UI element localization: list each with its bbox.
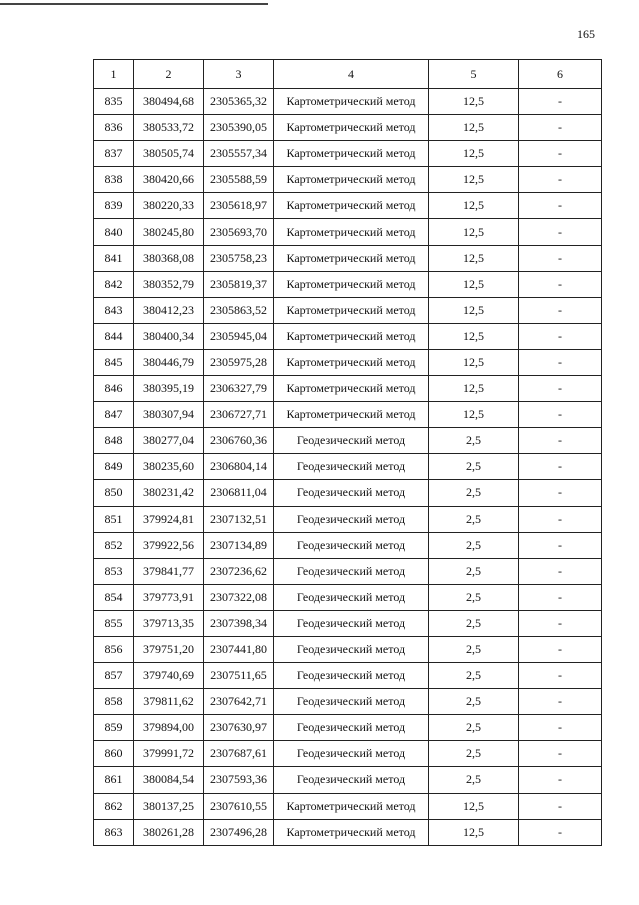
accuracy-cell: 2,5: [429, 428, 519, 454]
table-row: [94, 584, 602, 610]
note-cell: -: [519, 402, 602, 428]
y-coordinate-cell: 2307132,51: [204, 506, 274, 532]
method-cell: Геодезический метод: [274, 584, 429, 610]
x-coordinate-cell: 380368,08: [134, 245, 204, 271]
table-row: [94, 480, 602, 506]
table-row: [94, 376, 602, 402]
point-number-cell: 856: [94, 636, 134, 662]
note-cell: -: [519, 428, 602, 454]
method-cell: Картометрический метод: [274, 297, 429, 323]
method-cell: Картометрический метод: [274, 219, 429, 245]
note-cell: -: [519, 689, 602, 715]
x-coordinate-cell: 380446,79: [134, 349, 204, 375]
table-row: [94, 689, 602, 715]
note-cell: -: [519, 767, 602, 793]
accuracy-cell: 2,5: [429, 558, 519, 584]
accuracy-cell: 12,5: [429, 323, 519, 349]
y-coordinate-cell: 2305693,70: [204, 219, 274, 245]
table-row: [94, 532, 602, 558]
method-cell: Геодезический метод: [274, 428, 429, 454]
y-coordinate-cell: 2305365,32: [204, 89, 274, 115]
note-cell: -: [519, 297, 602, 323]
point-number-cell: 853: [94, 558, 134, 584]
point-number-cell: 847: [94, 402, 134, 428]
method-cell: Картометрический метод: [274, 793, 429, 819]
method-cell: Геодезический метод: [274, 767, 429, 793]
y-coordinate-cell: 2306804,14: [204, 454, 274, 480]
y-coordinate-cell: 2307134,89: [204, 532, 274, 558]
accuracy-cell: 2,5: [429, 480, 519, 506]
x-coordinate-cell: 380084,54: [134, 767, 204, 793]
y-coordinate-cell: 2305758,23: [204, 245, 274, 271]
point-number-cell: 846: [94, 376, 134, 402]
table-row: [94, 323, 602, 349]
x-coordinate-cell: 379713,35: [134, 610, 204, 636]
table-row: [94, 271, 602, 297]
point-number-cell: 844: [94, 323, 134, 349]
x-coordinate-cell: 380231,42: [134, 480, 204, 506]
accuracy-cell: 2,5: [429, 663, 519, 689]
header-cell: 6: [519, 60, 602, 89]
method-cell: Картометрический метод: [274, 349, 429, 375]
note-cell: -: [519, 558, 602, 584]
header-cell: 2: [134, 60, 204, 89]
header-cell: 1: [94, 60, 134, 89]
header-cell: 4: [274, 60, 429, 89]
point-number-cell: 857: [94, 663, 134, 689]
y-coordinate-cell: 2306727,71: [204, 402, 274, 428]
y-coordinate-cell: 2305390,05: [204, 115, 274, 141]
y-coordinate-cell: 2307593,36: [204, 767, 274, 793]
table-row: [94, 167, 602, 193]
point-number-cell: 836: [94, 115, 134, 141]
method-cell: Геодезический метод: [274, 480, 429, 506]
method-cell: Геодезический метод: [274, 741, 429, 767]
table-row: [94, 402, 602, 428]
y-coordinate-cell: 2305618,97: [204, 193, 274, 219]
table-row: [94, 115, 602, 141]
accuracy-cell: 12,5: [429, 819, 519, 845]
method-cell: Картометрический метод: [274, 141, 429, 167]
table-row: [94, 297, 602, 323]
note-cell: -: [519, 532, 602, 558]
accuracy-cell: 12,5: [429, 271, 519, 297]
page-number: 165: [577, 27, 595, 41]
y-coordinate-cell: 2307610,55: [204, 793, 274, 819]
point-number-cell: 839: [94, 193, 134, 219]
table-row: [94, 819, 602, 845]
table-row: [94, 558, 602, 584]
point-number-cell: 845: [94, 349, 134, 375]
accuracy-cell: 2,5: [429, 506, 519, 532]
note-cell: -: [519, 610, 602, 636]
x-coordinate-cell: 379811,62: [134, 689, 204, 715]
x-coordinate-cell: 379740,69: [134, 663, 204, 689]
point-number-cell: 858: [94, 689, 134, 715]
point-number-cell: 838: [94, 167, 134, 193]
table-row: [94, 141, 602, 167]
y-coordinate-cell: 2306811,04: [204, 480, 274, 506]
x-coordinate-cell: 380400,34: [134, 323, 204, 349]
point-number-cell: 855: [94, 610, 134, 636]
table-row: [94, 610, 602, 636]
accuracy-cell: 12,5: [429, 141, 519, 167]
y-coordinate-cell: 2307642,71: [204, 689, 274, 715]
note-cell: -: [519, 349, 602, 375]
table-row: [94, 454, 602, 480]
note-cell: -: [519, 271, 602, 297]
accuracy-cell: 12,5: [429, 115, 519, 141]
point-number-cell: 862: [94, 793, 134, 819]
table-row: [94, 663, 602, 689]
x-coordinate-cell: 380277,04: [134, 428, 204, 454]
table-row: [94, 793, 602, 819]
method-cell: Геодезический метод: [274, 663, 429, 689]
point-number-cell: 840: [94, 219, 134, 245]
table-row: [94, 219, 602, 245]
point-number-cell: 837: [94, 141, 134, 167]
table-row: [94, 715, 602, 741]
point-number-cell: 859: [94, 715, 134, 741]
table-row: [94, 506, 602, 532]
y-coordinate-cell: 2305863,52: [204, 297, 274, 323]
accuracy-cell: 2,5: [429, 584, 519, 610]
table-row: [94, 767, 602, 793]
accuracy-cell: 12,5: [429, 193, 519, 219]
x-coordinate-cell: 380533,72: [134, 115, 204, 141]
x-coordinate-cell: 380245,80: [134, 219, 204, 245]
point-number-cell: 849: [94, 454, 134, 480]
note-cell: -: [519, 663, 602, 689]
method-cell: Геодезический метод: [274, 715, 429, 741]
table-row: [94, 428, 602, 454]
y-coordinate-cell: 2305819,37: [204, 271, 274, 297]
x-coordinate-cell: 380137,25: [134, 793, 204, 819]
method-cell: Картометрический метод: [274, 819, 429, 845]
method-cell: Картометрический метод: [274, 115, 429, 141]
y-coordinate-cell: 2307322,08: [204, 584, 274, 610]
table-row: [94, 245, 602, 271]
method-cell: Геодезический метод: [274, 532, 429, 558]
method-cell: Геодезический метод: [274, 636, 429, 662]
method-cell: Картометрический метод: [274, 402, 429, 428]
x-coordinate-cell: 379894,00: [134, 715, 204, 741]
accuracy-cell: 2,5: [429, 689, 519, 715]
point-number-cell: 861: [94, 767, 134, 793]
method-cell: Картометрический метод: [274, 323, 429, 349]
accuracy-cell: 12,5: [429, 297, 519, 323]
note-cell: -: [519, 715, 602, 741]
point-number-cell: 860: [94, 741, 134, 767]
y-coordinate-cell: 2307630,97: [204, 715, 274, 741]
accuracy-cell: 2,5: [429, 454, 519, 480]
x-coordinate-cell: 380420,66: [134, 167, 204, 193]
point-number-cell: 852: [94, 532, 134, 558]
accuracy-cell: 12,5: [429, 219, 519, 245]
point-number-cell: 863: [94, 819, 134, 845]
method-cell: Картометрический метод: [274, 245, 429, 271]
method-cell: Геодезический метод: [274, 506, 429, 532]
method-cell: Геодезический метод: [274, 454, 429, 480]
method-cell: Картометрический метод: [274, 89, 429, 115]
x-coordinate-cell: 379841,77: [134, 558, 204, 584]
note-cell: -: [519, 193, 602, 219]
y-coordinate-cell: 2305945,04: [204, 323, 274, 349]
note-cell: -: [519, 636, 602, 662]
note-cell: -: [519, 245, 602, 271]
note-cell: -: [519, 115, 602, 141]
note-cell: -: [519, 819, 602, 845]
x-coordinate-cell: 380261,28: [134, 819, 204, 845]
accuracy-cell: 2,5: [429, 610, 519, 636]
header-cell: 3: [204, 60, 274, 89]
note-cell: -: [519, 793, 602, 819]
note-cell: -: [519, 480, 602, 506]
x-coordinate-cell: 380220,33: [134, 193, 204, 219]
method-cell: Картометрический метод: [274, 376, 429, 402]
x-coordinate-cell: 380352,79: [134, 271, 204, 297]
y-coordinate-cell: 2306760,36: [204, 428, 274, 454]
point-number-cell: 851: [94, 506, 134, 532]
table-header-row: [94, 60, 602, 89]
table-row: [94, 741, 602, 767]
note-cell: -: [519, 376, 602, 402]
x-coordinate-cell: 380412,23: [134, 297, 204, 323]
coordinates-table: [93, 59, 602, 846]
note-cell: -: [519, 167, 602, 193]
x-coordinate-cell: 379924,81: [134, 506, 204, 532]
header-cell: 5: [429, 60, 519, 89]
table-row: [94, 89, 602, 115]
point-number-cell: 843: [94, 297, 134, 323]
x-coordinate-cell: 380235,60: [134, 454, 204, 480]
accuracy-cell: 2,5: [429, 741, 519, 767]
y-coordinate-cell: 2307236,62: [204, 558, 274, 584]
y-coordinate-cell: 2307687,61: [204, 741, 274, 767]
top-rule: [0, 3, 268, 5]
y-coordinate-cell: 2307511,65: [204, 663, 274, 689]
accuracy-cell: 2,5: [429, 636, 519, 662]
table-row: [94, 193, 602, 219]
note-cell: -: [519, 219, 602, 245]
y-coordinate-cell: 2306327,79: [204, 376, 274, 402]
method-cell: Картометрический метод: [274, 193, 429, 219]
point-number-cell: 854: [94, 584, 134, 610]
accuracy-cell: 2,5: [429, 767, 519, 793]
accuracy-cell: 12,5: [429, 793, 519, 819]
x-coordinate-cell: 379991,72: [134, 741, 204, 767]
x-coordinate-cell: 380505,74: [134, 141, 204, 167]
note-cell: -: [519, 89, 602, 115]
accuracy-cell: 12,5: [429, 349, 519, 375]
accuracy-cell: 12,5: [429, 376, 519, 402]
y-coordinate-cell: 2307496,28: [204, 819, 274, 845]
point-number-cell: 841: [94, 245, 134, 271]
table-row: [94, 349, 602, 375]
y-coordinate-cell: 2307398,34: [204, 610, 274, 636]
y-coordinate-cell: 2305975,28: [204, 349, 274, 375]
y-coordinate-cell: 2305557,34: [204, 141, 274, 167]
note-cell: -: [519, 741, 602, 767]
accuracy-cell: 12,5: [429, 402, 519, 428]
point-number-cell: 835: [94, 89, 134, 115]
method-cell: Геодезический метод: [274, 610, 429, 636]
accuracy-cell: 2,5: [429, 532, 519, 558]
x-coordinate-cell: 380494,68: [134, 89, 204, 115]
point-number-cell: 842: [94, 271, 134, 297]
method-cell: Геодезический метод: [274, 689, 429, 715]
accuracy-cell: 12,5: [429, 89, 519, 115]
table-body: [94, 60, 602, 846]
point-number-cell: 848: [94, 428, 134, 454]
note-cell: -: [519, 323, 602, 349]
y-coordinate-cell: 2305588,59: [204, 167, 274, 193]
method-cell: Картометрический метод: [274, 271, 429, 297]
x-coordinate-cell: 379751,20: [134, 636, 204, 662]
note-cell: -: [519, 454, 602, 480]
note-cell: -: [519, 506, 602, 532]
x-coordinate-cell: 380395,19: [134, 376, 204, 402]
accuracy-cell: 12,5: [429, 167, 519, 193]
x-coordinate-cell: 380307,94: [134, 402, 204, 428]
x-coordinate-cell: 379773,91: [134, 584, 204, 610]
note-cell: -: [519, 141, 602, 167]
accuracy-cell: 12,5: [429, 245, 519, 271]
note-cell: -: [519, 584, 602, 610]
x-coordinate-cell: 379922,56: [134, 532, 204, 558]
method-cell: Картометрический метод: [274, 167, 429, 193]
method-cell: Геодезический метод: [274, 558, 429, 584]
point-number-cell: 850: [94, 480, 134, 506]
y-coordinate-cell: 2307441,80: [204, 636, 274, 662]
accuracy-cell: 2,5: [429, 715, 519, 741]
table-row: [94, 636, 602, 662]
